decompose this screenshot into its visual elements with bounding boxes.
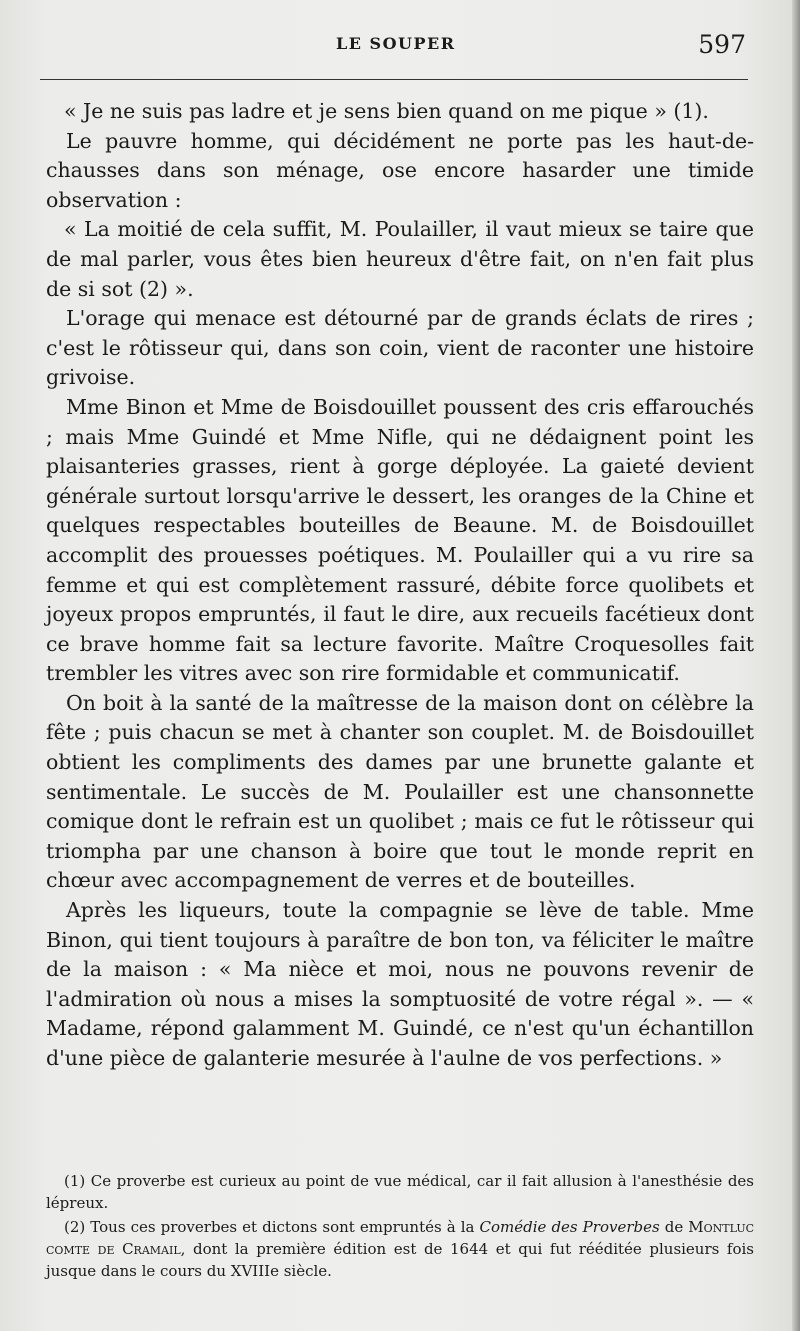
footnote-2-start: (2) Tous ces proverbes et dictons sont empruntés à la xyxy=(64,1218,480,1236)
page-number: 597 xyxy=(698,30,746,59)
header-rule xyxy=(40,79,748,80)
paragraph-1: « Je ne suis pas ladre et je sens bien quand on me pique » (1). xyxy=(64,99,709,123)
paragraph-5: Mme Binon et Mme de Boisdouillet poussent des cris effarouchés ; mais Mme Guindé et Mme Nifle, qui ne dédaignent point les plaisanteries grasses, rient à gorge déployée. La gaieté devient générale surtout lorsqu'arrive le dessert, les oranges de la Chine et quelques respectables bouteilles de Beaune. M. de Boisdouillet accomplit des prouesses poétiques. M. Poulailler qui a vu rire sa femme et qui est complètement rassuré, débite force quolibets et joyeux propos empruntés, il faut le dire, aux recueils facétieux dont ce brave homme fait sa lecture favorite. Maître Croquesolles fait trembler les vitres avec son rire formidable et communicatif. xyxy=(46,394,754,686)
paragraph-3: « La moitié de cela suffit, M. Poulailler, il vaut mieux se taire que de mal parler, vous êtes bien heureux d'être fait, on n'en fait plus de si sot (2) ». xyxy=(46,217,754,301)
page-header xyxy=(40,30,748,66)
footnote-2-author: Montluc comte de Cramail xyxy=(46,1218,755,1258)
footnote-1: (1) Ce proverbe est curieux au point de vue médical, car il fait allusion à l'anesthésie des lépreux. xyxy=(46,1172,754,1212)
paragraph-4: L'orage qui menace est détourné par de grands éclats de rires ; c'est le rôtisseur qui, dans son coin, vient de raconter une histoire grivoise. xyxy=(46,306,754,390)
page-edge-shadow xyxy=(792,0,800,1331)
body-text xyxy=(46,97,754,1074)
footnote-2-mid: de xyxy=(659,1218,689,1236)
paragraph-2: Le pauvre homme, qui décidément ne porte pas les haut-de-chausses dans son ménage, ose encore hasarder une timide observation : xyxy=(46,128,754,212)
paragraph-6: On boit à la santé de la maîtresse de la maison dont on célèbre la fête ; puis chacun se met à chanter son couplet. M. de Boisdouillet obtient les compliments des dames par une brunette galante et sentimentale. Le succès de M. Poulailler est une chansonnette comique dont le refrain est un quolibet ; mais ce fut le rôtisseur qui triompha par une chanson à boire que tout le monde reprit en chœur avec accompagnement de verres et de bouteilles. xyxy=(46,690,754,893)
running-title: LE SOUPER xyxy=(336,34,456,53)
footnote-2-book-title: Comédie des Proverbes xyxy=(479,1218,660,1236)
footnote-2-end: , dont la première édition est de 1644 et qui fut rééditée plusieurs fois jusque dans le cours du XVIIIe siècle. xyxy=(46,1240,754,1280)
footnotes xyxy=(46,1170,754,1284)
paragraph-7: Après les liqueurs, toute la compagnie se lève de table. Mme Binon, qui tient toujours à paraître de bon ton, va féliciter le maître de la maison : « Ma nièce et moi, nous ne pouvons revenir de l'admiration où nous a mises la somptuosité de votre régal ». — « Madame, répond galamment M. Guindé, ce n'est qu'un échantillon d'une pièce de galanterie mesurée à l'aulne de vos perfections. » xyxy=(46,898,754,1070)
footnote-2 xyxy=(46,1216,754,1282)
